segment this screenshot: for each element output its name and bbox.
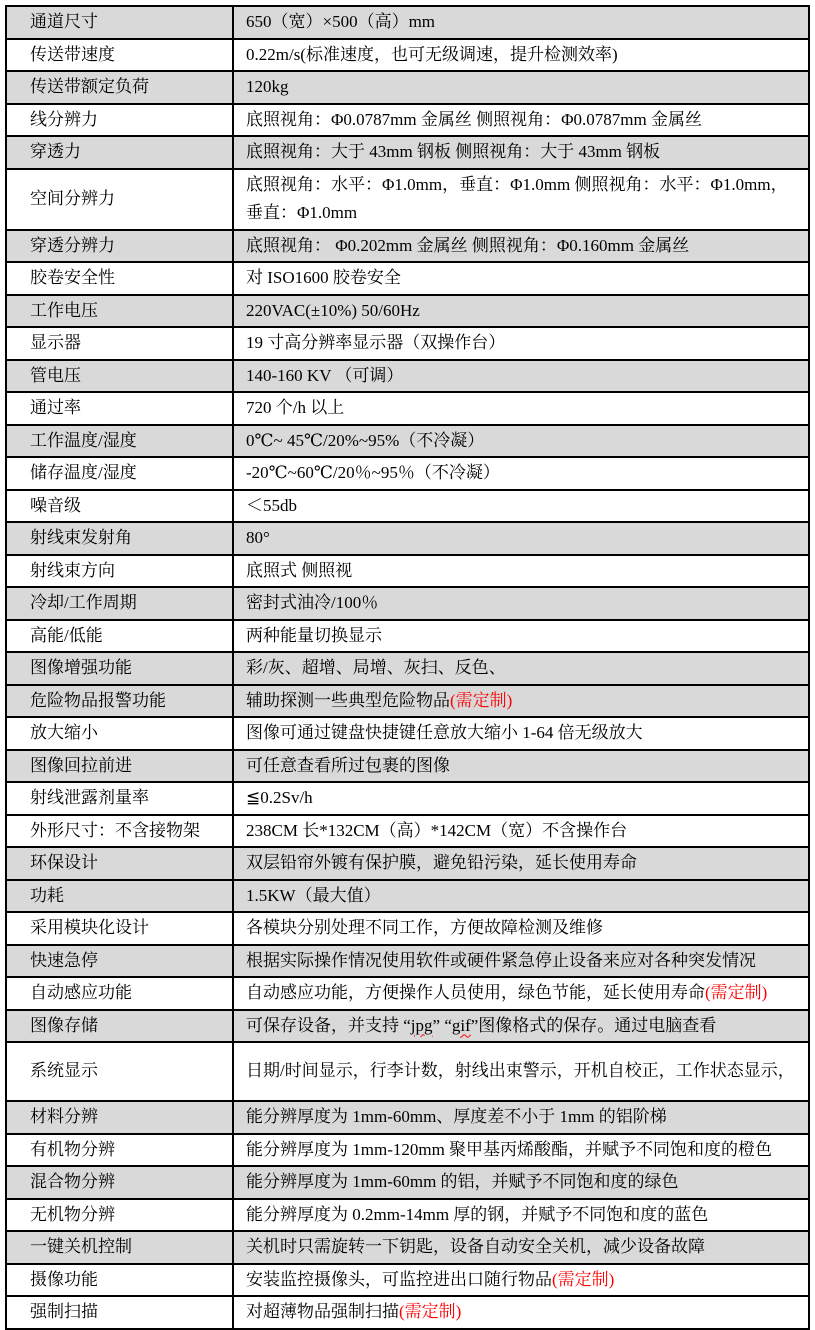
- table-row: [7, 7, 808, 38]
- spec-value: [234, 1135, 808, 1166]
- table-row: [7, 554, 808, 587]
- spec-label: [7, 621, 234, 652]
- spec-value-text: [246, 784, 313, 813]
- table-row: [7, 326, 808, 359]
- spec-label-text: 无机物分辨: [30, 1204, 115, 1224]
- spec-value: [234, 137, 808, 168]
- table-row: [7, 521, 808, 554]
- spec-label-text: 采用模块化设计: [30, 918, 149, 937]
- spec-value: [234, 1102, 808, 1133]
- spec-value-text: [246, 1298, 461, 1327]
- spec-value: [234, 1232, 808, 1263]
- value-segment: 底照式 侧照视: [246, 560, 353, 580]
- value-segment: 双层铅帘外镀有保护膜，避免铅污染，延长使用寿命: [246, 853, 637, 872]
- spec-value: [234, 263, 808, 294]
- spec-value-text: [246, 1136, 772, 1165]
- value-segment: 两种能量切换显示: [246, 625, 382, 645]
- spec-label: [7, 170, 234, 229]
- spec-label: [7, 946, 234, 977]
- spec-label: [7, 393, 234, 424]
- value-segment: 密封式油冷/100％: [246, 593, 379, 612]
- spec-label: [7, 328, 234, 359]
- spec-label: [7, 653, 234, 684]
- spec-label: [7, 913, 234, 944]
- value-segment: 120kg: [246, 77, 289, 96]
- table-row: [7, 1230, 808, 1263]
- table-row: [7, 135, 808, 168]
- spec-label: [7, 686, 234, 717]
- spec-label-text: 噪音级: [30, 495, 81, 515]
- value-segment: 能分辨厚度为 0.2mm-14mm 厚的钢，并赋予不同饱和度的蓝色: [246, 1204, 709, 1224]
- custom-required-note: (需定制): [705, 983, 768, 1002]
- table-row: [7, 489, 808, 522]
- spec-label-text: 穿透力: [30, 142, 81, 161]
- value-segment: 能分辨厚度为 1mm-60mm、厚度差不小于 1mm 的铝阶梯: [246, 1107, 667, 1126]
- value-segment: 能分辨厚度为 1mm-60mm 的铝，并赋予不同饱和度的绿色: [246, 1172, 679, 1191]
- spec-label-text: 穿透分辨力: [30, 235, 115, 255]
- spec-value: [234, 458, 808, 489]
- spec-label-text: 射线束方向: [30, 560, 115, 580]
- spec-value: [234, 588, 808, 619]
- spec-label-text: 材料分辨: [30, 1107, 98, 1126]
- value-segment: 日期/时间显示，行李计数，射线出束警示，开机自校正，工作状态显示，: [246, 1061, 795, 1081]
- spec-value-text: [246, 1266, 614, 1295]
- spec-label-text: 储存温度/湿度: [30, 463, 137, 482]
- spec-value-text: [246, 687, 512, 716]
- table-row: [7, 168, 808, 229]
- spec-label-text: 射线束发射角: [30, 528, 132, 547]
- value-segment: 自动感应功能，方便操作人员使用，绿色节能，延长使用寿命: [246, 983, 705, 1002]
- value-segment: 80°: [246, 528, 270, 547]
- spec-value: [234, 523, 808, 554]
- table-row: [7, 651, 808, 684]
- table-row: [7, 716, 808, 749]
- spec-label-text: 管电压: [30, 365, 81, 385]
- value-segment: ＜55db: [246, 495, 297, 515]
- value-segment: 对 ISO1600 胶卷安全: [246, 268, 401, 287]
- table-row: [7, 38, 808, 71]
- spec-value: [234, 816, 808, 847]
- spec-value-text: [246, 882, 381, 911]
- value-segment: 关机时只需旋转一下钥匙，设备自动安全关机，减少设备故障: [246, 1237, 705, 1256]
- spec-label-text: 传送带速度: [30, 44, 115, 64]
- spec-label: [7, 458, 234, 489]
- spec-label: [7, 783, 234, 814]
- spec-label-text: 传送带额定负荷: [30, 77, 149, 96]
- spec-value: [234, 296, 808, 327]
- spec-value: [234, 751, 808, 782]
- spec-value-text: [246, 752, 450, 781]
- spec-value: [234, 686, 808, 717]
- table-row: [7, 261, 808, 294]
- spec-value: [234, 491, 808, 522]
- spec-value: [234, 978, 808, 1009]
- value-segment: 能分辨厚度为 1mm-120mm 聚甲基丙烯酸酯，并赋予不同饱和度的橙色: [246, 1139, 773, 1159]
- spec-value: [234, 1043, 808, 1100]
- spec-value: [234, 170, 808, 229]
- spec-label-text: 环保设计: [30, 853, 98, 872]
- spec-label: [7, 718, 234, 749]
- spec-value: [234, 946, 808, 977]
- spec-label: [7, 1011, 234, 1042]
- spec-value-text: [246, 427, 484, 456]
- value-segment: 可保存设备，并支持 “: [246, 1015, 411, 1035]
- table-row: [7, 1263, 808, 1296]
- value-segment: 各模块分别处理不同工作，方便故障检测及维修: [246, 918, 603, 937]
- spec-label: [7, 105, 234, 136]
- spec-value: [234, 653, 808, 684]
- spec-label-text: 危险物品报警功能: [30, 690, 166, 710]
- spec-label-text: 通道尺寸: [30, 12, 98, 31]
- spec-label: [7, 1167, 234, 1198]
- spec-label: [7, 40, 234, 71]
- spec-value-text: [246, 106, 702, 135]
- spec-value: [234, 881, 808, 912]
- spec-label: [7, 296, 234, 327]
- table-row: [7, 1165, 808, 1198]
- spec-value-text: [246, 1012, 716, 1041]
- spec-value-text: [246, 524, 270, 553]
- spec-value-text: [246, 979, 767, 1008]
- spec-value-text: [246, 589, 378, 618]
- spec-label-text: 功耗: [30, 885, 64, 905]
- spec-value: [234, 1167, 808, 1198]
- spec-label: [7, 231, 234, 262]
- spec-label-text: 图像回拉前进: [30, 755, 132, 775]
- value-segment: 辅助探测一些典型危险物品: [246, 690, 450, 710]
- value-segment: 220VAC(±10%) 50/60Hz: [246, 300, 420, 320]
- spec-label: [7, 1135, 234, 1166]
- spec-label: [7, 848, 234, 879]
- spec-value: [234, 72, 808, 103]
- spec-value: [234, 913, 808, 944]
- spec-value-text: [246, 622, 382, 651]
- spec-value-text: [246, 914, 603, 943]
- table-row: [7, 294, 808, 327]
- spec-label-text: 摄像功能: [30, 1269, 98, 1289]
- table-row: [7, 1198, 808, 1231]
- table-row: [7, 1009, 808, 1042]
- spec-value-text: [246, 1057, 795, 1086]
- value-segment: 1.5KW（最大值）: [246, 885, 381, 905]
- spec-value-text: [246, 557, 352, 586]
- table-row: [7, 684, 808, 717]
- spec-label-text: 混合物分辨: [30, 1172, 115, 1191]
- value-segment: 彩/灰、超增、局增、灰扫、反色、: [246, 658, 506, 677]
- table-row: [7, 391, 808, 424]
- spec-value: [234, 1265, 808, 1296]
- spec-label-text: 外形尺寸：不含接物架: [30, 820, 200, 840]
- spec-label-text: 胶卷安全性: [30, 268, 115, 287]
- spec-label: [7, 978, 234, 1009]
- spec-value: [234, 105, 808, 136]
- spellcheck-flagged-word: jpg: [410, 1015, 433, 1035]
- spec-value-text: [246, 171, 800, 228]
- custom-required-note: (需定制): [552, 1269, 615, 1289]
- spec-value: [234, 328, 808, 359]
- spec-label-text: 线分辨力: [30, 109, 98, 129]
- table-row: [7, 456, 808, 489]
- spec-label: [7, 816, 234, 847]
- spec-value: [234, 426, 808, 457]
- spec-value-text: [246, 329, 505, 358]
- spec-label-text: 工作温度/湿度: [30, 430, 137, 450]
- value-segment: 根据实际操作情况使用软件或硬件紧急停止设备来应对各种突发情况: [246, 950, 756, 970]
- value-segment: 对超薄物品强制扫描: [246, 1302, 399, 1321]
- table-row: [7, 1100, 808, 1133]
- spec-label-text: 射线泄露剂量率: [30, 788, 149, 807]
- table-row: [7, 749, 808, 782]
- table-row: [7, 1295, 808, 1328]
- value-segment: 0℃~ 45℃/20%~95%（不冷凝）: [246, 430, 485, 450]
- spec-label-text: 图像增强功能: [30, 658, 132, 677]
- spec-value-text: [246, 362, 403, 391]
- spec-value: [234, 556, 808, 587]
- spec-label: [7, 426, 234, 457]
- custom-required-note: (需定制): [450, 690, 513, 710]
- spec-label: [7, 556, 234, 587]
- spec-label-text: 工作电压: [30, 300, 98, 320]
- spec-label-text: 高能/低能: [30, 625, 103, 645]
- spec-value: [234, 1011, 808, 1042]
- spec-value: [234, 1200, 808, 1231]
- spec-label: [7, 1265, 234, 1296]
- spec-label-text: 有机物分辨: [30, 1139, 115, 1159]
- spec-value-text: [246, 138, 660, 167]
- spec-value-text: [246, 73, 289, 102]
- spec-value-text: [246, 8, 435, 37]
- spec-label: [7, 588, 234, 619]
- value-segment: 可任意查看所过包裹的图像: [246, 755, 450, 775]
- table-row: [7, 229, 808, 262]
- table-row: [7, 1041, 808, 1100]
- spec-value-text: [246, 492, 297, 521]
- spec-label: [7, 1102, 234, 1133]
- spec-value: [234, 393, 808, 424]
- spec-label-text: 通过率: [30, 398, 81, 417]
- spec-value-text: [246, 264, 401, 293]
- table-row: [7, 586, 808, 619]
- value-segment: 底照视角： Φ0.202mm 金属丝 侧照视角：Φ0.160mm 金属丝: [246, 235, 690, 255]
- table-row: [7, 911, 808, 944]
- spec-label: [7, 491, 234, 522]
- table-row: [7, 976, 808, 1009]
- spec-value: [234, 7, 808, 38]
- value-segment: 720 个/h 以上: [246, 398, 345, 417]
- value-segment: 底照视角：Φ0.0787mm 金属丝 侧照视角：Φ0.0787mm 金属丝: [246, 109, 702, 129]
- spec-label: [7, 1200, 234, 1231]
- spellcheck-flagged-word: gif: [451, 1015, 471, 1035]
- spec-value: [234, 1297, 808, 1328]
- spec-value-text: [246, 232, 689, 261]
- spec-label-text: 冷却/工作周期: [30, 593, 137, 612]
- spec-label-text: 显示器: [30, 333, 81, 352]
- value-segment: 140-160 KV （可调）: [246, 365, 404, 385]
- spec-label-text: 自动感应功能: [30, 983, 132, 1002]
- value-segment: 底照视角：水平：Φ1.0mm，垂直：Φ1.0mm 侧照视角：水平：Φ1.0mm，垂直：Φ1.0mm: [246, 174, 788, 222]
- table-row: [7, 103, 808, 136]
- spec-value-text: [246, 719, 643, 748]
- spec-label: [7, 1297, 234, 1328]
- spec-value-text: [246, 1201, 708, 1230]
- spec-label: [7, 523, 234, 554]
- spec-value-text: [246, 849, 637, 878]
- spec-label-text: 空间分辨力: [30, 188, 115, 208]
- spec-value-text: [246, 947, 756, 976]
- spec-value-text: [246, 297, 420, 326]
- table-row: [7, 619, 808, 652]
- spec-label: [7, 751, 234, 782]
- spec-label-text: 强制扫描: [30, 1302, 98, 1321]
- value-segment: 0.22m/s(标准速度，也可无级调速，提升检测效率): [246, 44, 618, 64]
- value-segment: 图像可通过键盘快捷键任意放大缩小 1-64 倍无级放大: [246, 723, 643, 742]
- value-segment: ≦0.2Sv/h: [246, 788, 313, 807]
- spec-value-text: [246, 654, 506, 683]
- spec-value-text: [246, 1103, 667, 1132]
- table-row: [7, 814, 808, 847]
- value-segment: 238CM 长*132CM（高）*142CM（宽）不含操作台: [246, 820, 628, 840]
- table-row: [7, 424, 808, 457]
- spec-table: [5, 5, 810, 1330]
- table-row: [7, 846, 808, 879]
- spec-label: [7, 7, 234, 38]
- spec-value-text: [246, 459, 500, 488]
- spec-value: [234, 40, 808, 71]
- spec-label: [7, 361, 234, 392]
- value-segment: ”图像格式的保存。通过电脑查看: [470, 1015, 717, 1035]
- spec-value: [234, 231, 808, 262]
- spec-label-text: 放大缩小: [30, 723, 98, 742]
- spec-label: [7, 1043, 234, 1100]
- custom-required-note: (需定制): [399, 1302, 462, 1321]
- spec-value-text: [246, 41, 618, 70]
- value-segment: -20℃~60℃/20％~95％（不冷凝）: [246, 463, 500, 482]
- spec-label-text: 一键关机控制: [30, 1237, 132, 1256]
- value-segment: 19 寸高分辨率显示器（双操作台）: [246, 333, 506, 352]
- spec-value: [234, 848, 808, 879]
- spec-label-text: 图像存储: [30, 1015, 98, 1035]
- value-segment: 安装监控摄像头，可监控进出口随行物品: [246, 1269, 552, 1289]
- table-row: [7, 879, 808, 912]
- spec-label: [7, 1232, 234, 1263]
- spec-value-text: [246, 1168, 679, 1197]
- spec-value: [234, 361, 808, 392]
- value-segment: 650（宽）×500（高）mm: [246, 12, 436, 31]
- value-segment: 底照视角：大于 43mm 钢板 侧照视角：大于 43mm 钢板: [246, 142, 661, 161]
- spec-label: [7, 881, 234, 912]
- table-row: [7, 1133, 808, 1166]
- spec-label-text: 快速急停: [30, 950, 98, 970]
- spec-value: [234, 783, 808, 814]
- spec-label: [7, 263, 234, 294]
- table-row: [7, 359, 808, 392]
- value-segment: ” “: [432, 1015, 452, 1035]
- spec-value: [234, 621, 808, 652]
- table-row: [7, 781, 808, 814]
- spec-value-text: [246, 1233, 705, 1262]
- spec-value: [234, 718, 808, 749]
- table-row: [7, 944, 808, 977]
- table-row: [7, 70, 808, 103]
- spec-label: [7, 72, 234, 103]
- spec-label: [7, 137, 234, 168]
- spec-value-text: [246, 394, 344, 423]
- spec-value-text: [246, 817, 627, 846]
- spec-label-text: 系统显示: [30, 1061, 98, 1081]
